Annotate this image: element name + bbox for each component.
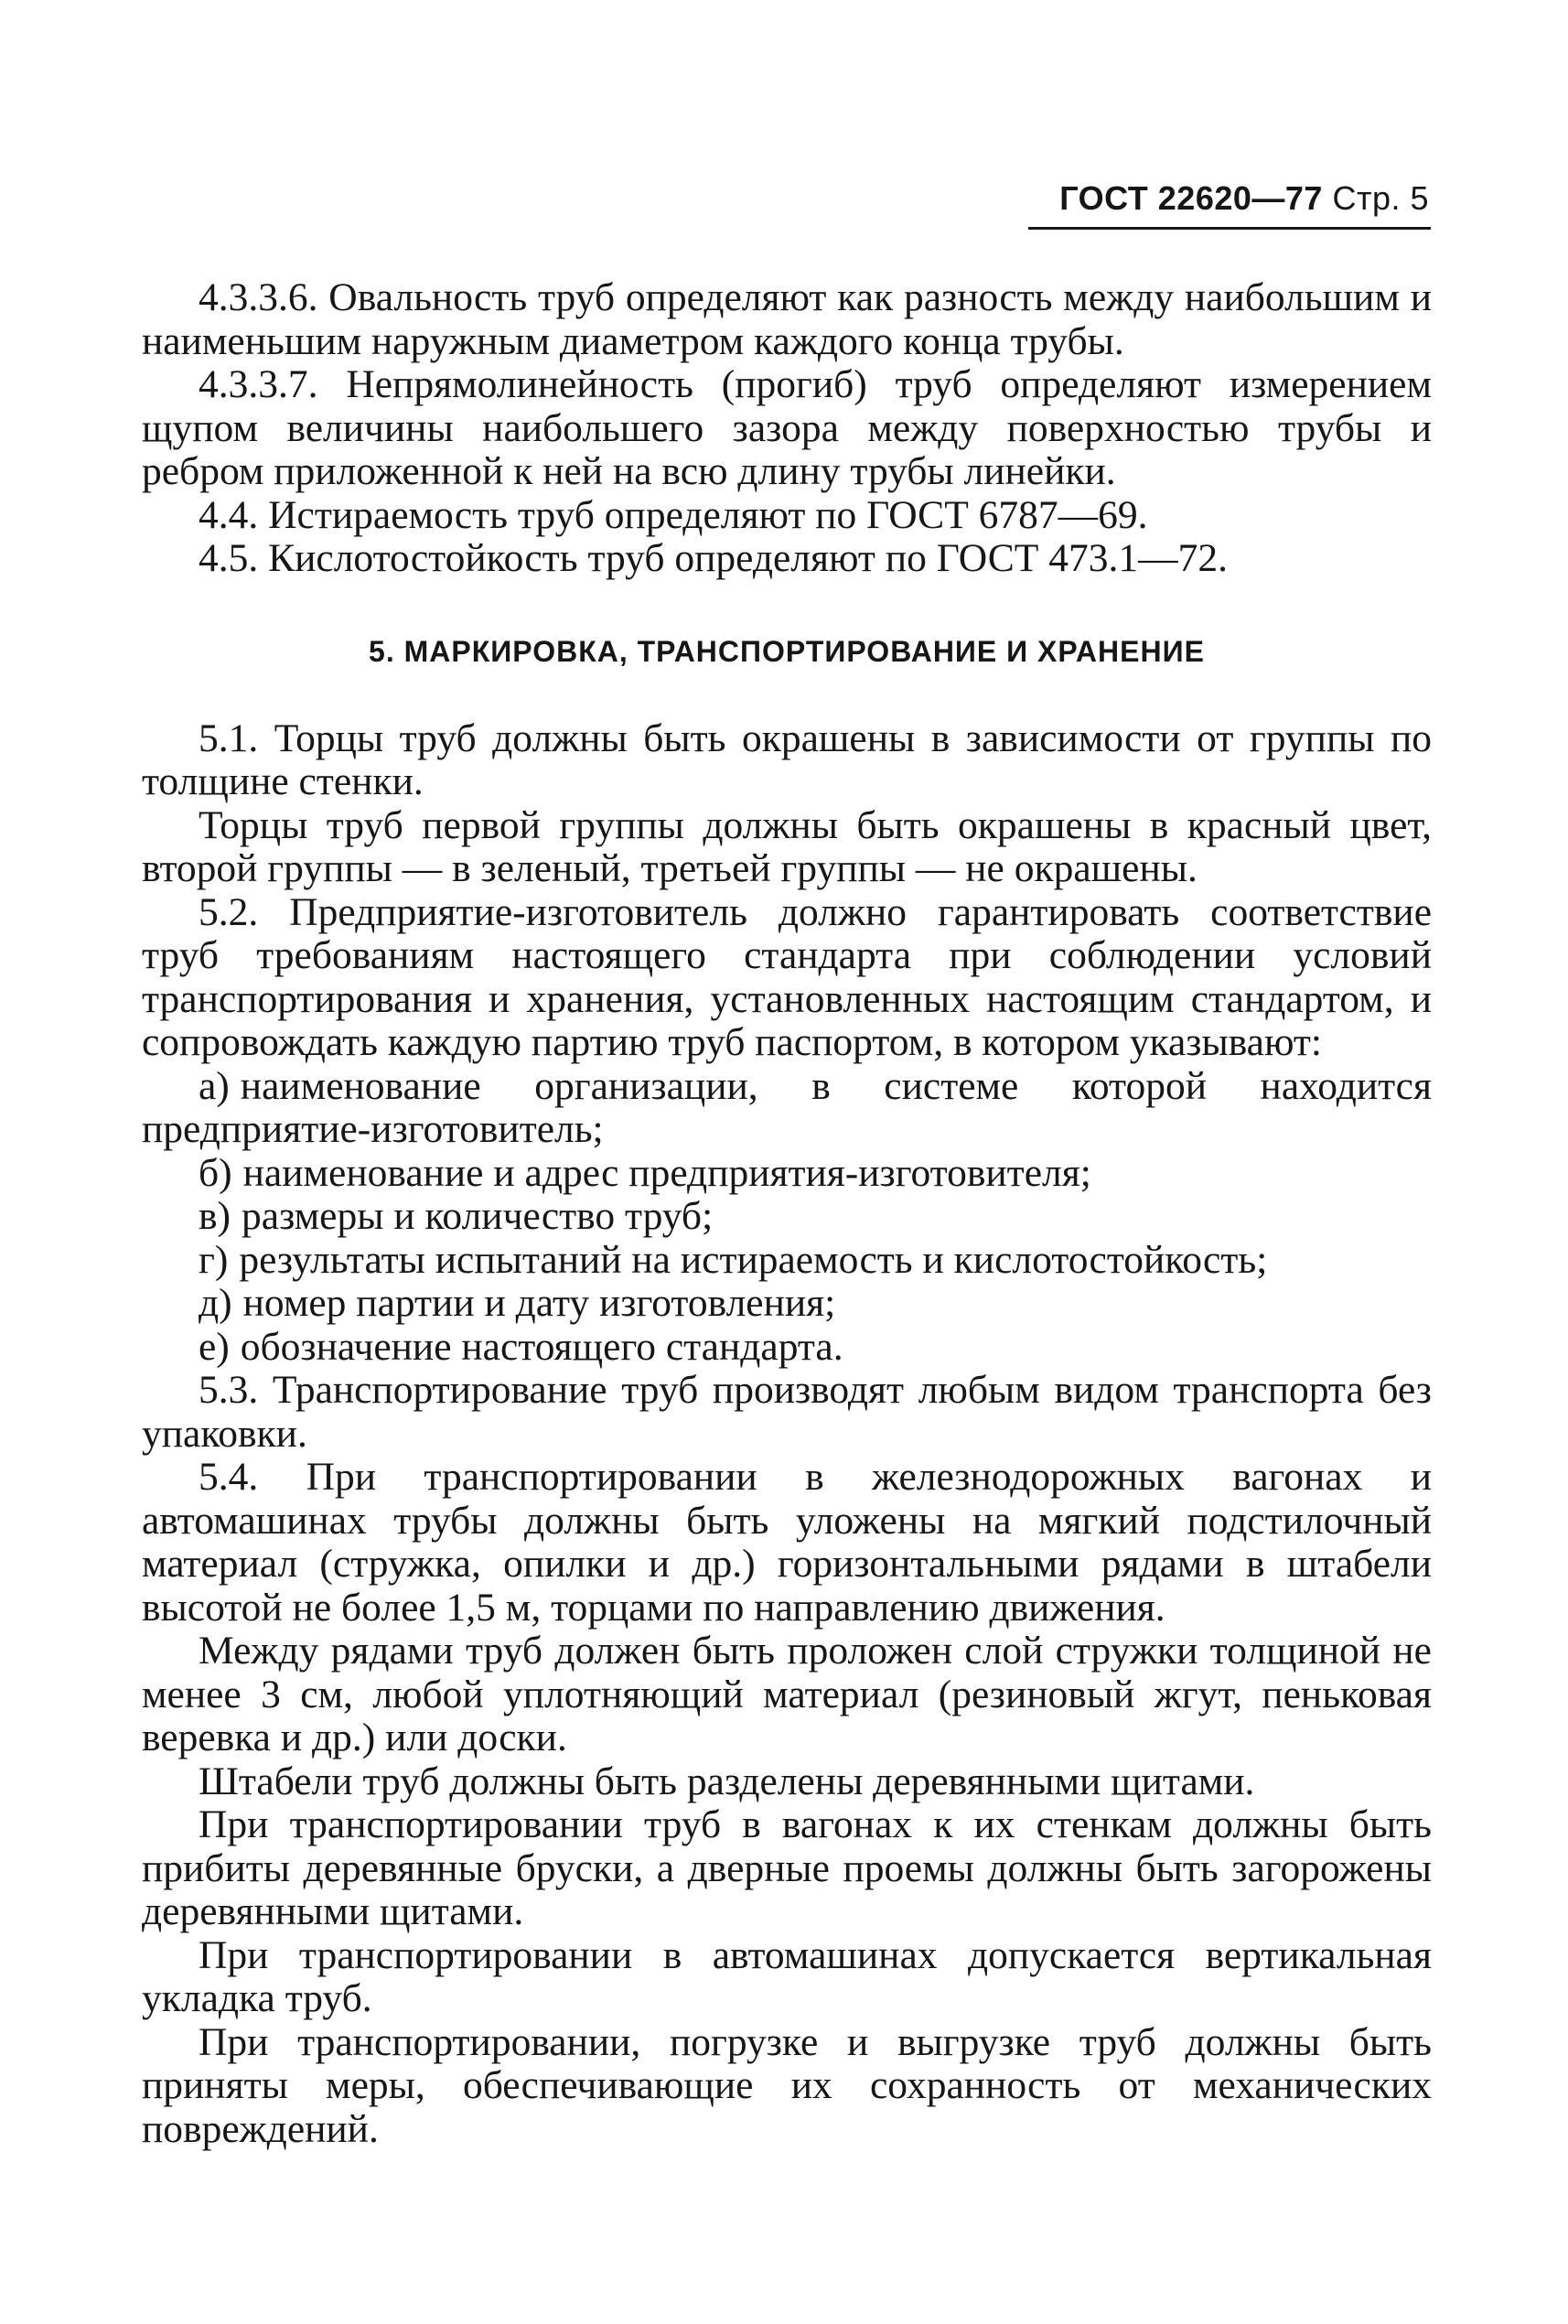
document-body [142,276,1432,2151]
standard-number: ГОСТ 22620—77 [1059,179,1323,217]
paragraph-5-1: 5.1. Торцы труб должны быть окрашены в зависимости от группы по толщине стенки. [142,715,1432,803]
list-item: в) размеры и количество труб; [199,1194,714,1238]
paragraph-4-3-3-6: 4.3.3.6. Овальность труб определяют как разность между наибольшим и наименьшим наружным диаметром каждого конца трубы. [142,275,1432,363]
paragraph-5-1-colors: Торцы труб первой группы должны быть окрашены в красный цвет, второй группы — в зеленый, третьей группы — не окрашены. [142,802,1432,890]
page-header [1017,179,1429,218]
paragraph-5-4-trucks: При транспортировании в автомашинах допускается вертикальная укладка труб. [142,1932,1432,2020]
paragraph-5-4-shields: Штабели труб должны быть разделены деревянными щитами. [199,1759,1255,1803]
passport-list [142,1065,1432,1370]
paragraph-5-4-handling: При транспортировании, погрузке и выгрузке труб должны быть приняты меры, обеспечивающие их сохранность от механических повреждений. [142,2019,1432,2151]
list-item: г) результаты испытаний на истираемость и кислотостойкость; [199,1237,1268,1282]
header-rule [1028,227,1431,230]
paragraph-5-2: 5.2. Предприятие-изготовитель должно гарантировать соответствие труб требованиям настоящего стандарта при соблюдении условий транспортирования и хранения, установленных настоящим стандартом, и сопровождать каждую партию труб паспортом, в котором указывают: [142,889,1432,1064]
paragraph-5-4-wagons: При транспортировании труб в вагонах к их стенкам должны быть прибиты деревянные бруски, а дверные проемы должны быть загорожены деревянными щитами. [142,1802,1432,1933]
paragraph-4-4: 4.4. Истираемость труб определяют по ГОСТ 6787—69. [199,492,1148,537]
section-5-title: 5. МАРКИРОВКА, ТРАНСПОРТИРОВАНИЕ И ХРАНЕНИЕ [369,634,1205,668]
list-item: б) наименование и адрес предприятия-изготовителя; [199,1150,1091,1195]
paragraph-5-4: 5.4. При транспортировании в железнодорожных вагонах и автомашинах трубы должны быть уложены на мягкий подстилочный материал (стружка, опилки и др.) горизонтальными рядами в штабели высотой не более 1,5 м, торцами по направлению движения. [142,1455,1432,1630]
list-item: д) номер партии и дату изготовления; [199,1281,836,1325]
list-item: а) наименование организации, в системе которой находится предприятие-изготовитель; [142,1063,1432,1151]
paragraph-4-5: 4.5. Кислотостойкость труб определяют по ГОСТ 473.1—72. [199,536,1228,580]
paragraph-5-3: 5.3. Транспортирование труб производят любым видом транспорта без упаковки. [142,1368,1432,1456]
page-number: Стр. 5 [1332,179,1429,217]
paragraph-4-3-3-7: 4.3.3.7. Непрямолинейность (прогиб) труб определяют измерением щупом величины наибольшего зазора между поверхностью трубы и ребром приложенной к ней на всю длину трубы линейки. [142,362,1432,493]
list-item: е) обозначение настоящего стандарта. [199,1324,843,1369]
paragraph-5-4-layers: Между рядами труб должен быть проложен слой стружки толщиной не менее 3 см, любой уплотняющий материал (резиновый жгут, пеньковая веревка и др.) или доски. [142,1629,1432,1759]
